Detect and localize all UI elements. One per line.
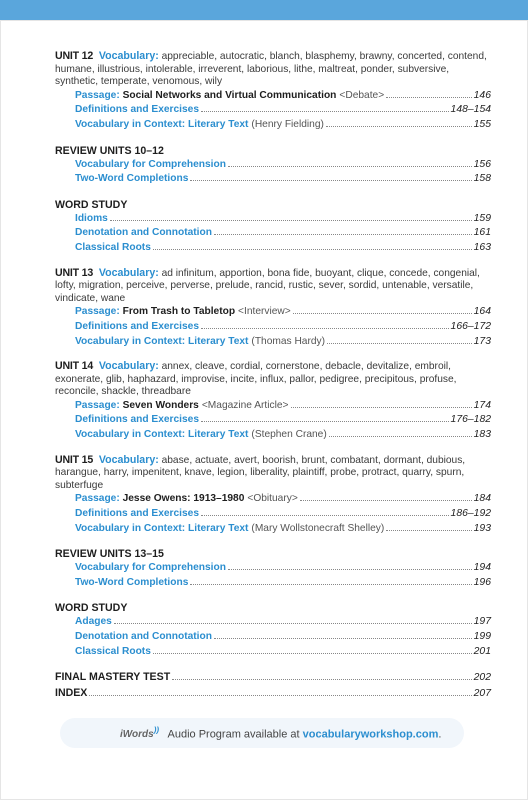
definitions-entry[interactable] [55,103,491,118]
page-number: 193 [473,522,491,534]
definitions-label: Definitions and Exercises [75,414,199,426]
page-number: 207 [473,687,491,699]
denotation-label: Denotation and Connotation [75,227,212,239]
comprehension-label: Vocabulary for Comprehension [75,562,226,574]
passage-title: From Trash to Tabletop [122,306,236,318]
dot-leader [190,180,471,181]
passage-title: Seven Wonders [122,399,199,411]
page-number: 197 [473,616,491,628]
dot-leader [214,638,472,639]
vocab-in-context-label: Vocabulary in Context: Literary Text [75,335,249,347]
comprehension-label: Vocabulary for Comprehension [75,158,226,170]
passage-title: Jesse Owens: 1913–1980 [122,493,245,505]
table-of-contents [55,50,491,701]
vocab-label: Vocabulary: [98,360,159,373]
unit-14-section [55,360,491,443]
vocab-word-list: ad infinitum, apportion, bona fide, buoyant, clique, concede, congenial, lofty, migration, perceive, perverse, prelude, rancid, rustic, sever, sordid, untenable, versatile, vindicate, wane [55,267,480,304]
dot-leader [114,623,472,624]
passage-entry[interactable] [55,89,491,104]
classical-roots-label: Classical Roots [75,645,151,657]
review-title: REVIEW UNITS 10–12 [55,144,164,157]
classical-roots-entry[interactable] [55,645,491,660]
vocab-in-context-entry[interactable] [55,522,491,537]
unit-13-vocab [55,267,491,306]
footer-message: Audio Program available at [167,728,300,741]
page-number: 183 [473,429,491,441]
comprehension-entry[interactable] [55,158,491,173]
word-study-1-section [55,198,491,256]
page-number: 176–182 [450,414,491,426]
classical-roots-label: Classical Roots [75,241,151,253]
passage-label: Passage: [75,399,120,411]
top-color-bar [0,0,528,20]
passage-type: <Magazine Article> [201,399,289,411]
page-number: 166–172 [450,320,491,332]
dot-leader [293,313,472,314]
dot-leader [300,500,472,501]
vocab-word-list: abase, actuate, avert, boorish, brunt, combatant, dormant, dubious, harangue, harry, impenitent, knave, legion, liberality, plaintiff, probe, protract, quarry, spurn, subterfuge [55,454,466,491]
page-number: 199 [473,631,491,642]
index-label: INDEX [55,686,88,699]
dot-leader [327,343,472,344]
dot-leader [153,249,472,250]
page-number: 164 [473,306,491,318]
unit-14-vocab [55,360,491,399]
word-study-title: WORD STUDY [55,198,128,211]
review-title: REVIEW UNITS 13–15 [55,548,164,561]
page-number: 173 [473,335,491,347]
denotation-entry[interactable] [55,630,491,645]
page-number: 155 [473,118,491,130]
page-number: 159 [473,212,491,224]
unit-14-label: UNIT 14 [55,360,94,373]
denotation-entry[interactable] [55,226,491,241]
classical-roots-entry[interactable] [55,241,491,256]
dot-leader [214,234,472,235]
author: (Mary Wollstonecraft Shelley) [251,522,385,534]
vocab-in-context-entry[interactable] [55,118,491,133]
two-word-label: Two-Word Completions [75,173,189,185]
word-study-title: WORD STUDY [55,602,128,615]
page-number: 174 [473,399,491,411]
page-number: 148–154 [450,104,491,116]
unit-12-vocab [55,50,491,89]
unit-15-vocab [55,454,491,493]
vocab-label: Vocabulary: [98,50,159,62]
dot-leader [201,111,449,112]
word-study-2-section [55,601,491,659]
passage-type: <Interview> [238,306,291,318]
page-number: 156 [473,158,491,170]
vocab-label: Vocabulary: [98,453,159,466]
page-number: 163 [473,241,491,253]
review-10-12-section [55,144,491,187]
dot-leader [201,328,449,329]
definitions-entry[interactable] [55,507,491,522]
adages-label: Adages [75,616,112,628]
passage-type: <Obituary> [247,493,298,505]
audio-wave-icon: )) [153,726,160,735]
two-word-entry[interactable] [55,576,491,591]
passage-title: Social Networks and Virtual Communication [122,89,337,101]
final-mastery-test-entry[interactable] [55,670,491,686]
idioms-entry[interactable] [55,212,491,227]
page-number: 201 [473,645,491,657]
vocab-in-context-entry[interactable] [55,335,491,350]
page-number: 194 [473,562,491,574]
vocab-in-context-label: Vocabulary in Context: Literary Text [75,118,249,130]
unit-12-label: UNIT 12 [55,50,94,62]
author: (Thomas Hardy) [251,335,326,347]
dot-leader [228,569,472,570]
unit-12-section [55,50,491,133]
dot-leader [201,515,449,516]
page-number: 158 [473,173,491,185]
vocab-in-context-label: Vocabulary in Context: Literary Text [75,429,249,441]
page-number: 186–192 [450,508,491,520]
page-number: 196 [473,576,491,588]
two-word-entry[interactable] [55,172,491,187]
dot-leader [190,584,471,585]
page-number: 184 [473,493,491,505]
vocab-in-context-label: Vocabulary in Context: Literary Text [75,522,249,534]
index-entry[interactable] [55,686,491,702]
vocab-in-context-entry[interactable] [55,428,491,443]
dot-leader [386,97,472,98]
unit-15-label: UNIT 15 [55,453,94,466]
comprehension-entry[interactable] [55,561,491,576]
passage-label: Passage: [75,306,120,318]
dot-leader [153,653,472,654]
page-number: 161 [473,227,491,239]
passage-label: Passage: [75,89,120,101]
unit-13-label: UNIT 13 [55,266,94,279]
dot-leader [110,220,472,221]
vocab-word-list: appreciable, autocratic, blanch, blasphemy, brawny, concerted, contend, humane, illustrious, intolerable, irreverent, laborious, lithe, maltreat, ponder, subversive, synthetic, temperate, venomous, wily [55,51,487,88]
unit-15-section [55,454,491,537]
passage-type: <Debate> [339,89,385,101]
final-mastery-test-label: FINAL MASTERY TEST [55,671,171,684]
footer-text [120,726,441,740]
dot-leader [228,166,472,167]
denotation-label: Denotation and Connotation [75,631,212,642]
vocab-label: Vocabulary: [98,266,159,279]
author: (Stephen Crane) [251,429,327,441]
dot-leader [201,421,449,422]
adages-entry[interactable] [55,615,491,630]
two-word-label: Two-Word Completions [75,576,189,588]
definitions-label: Definitions and Exercises [75,320,199,332]
dot-leader [172,679,471,680]
dot-leader [291,407,472,408]
footer-period: . [438,728,442,741]
passage-entry[interactable] [55,399,491,414]
page-number: 146 [473,89,491,101]
iwords-logo: iWords)) [120,726,160,741]
dot-leader [326,126,472,127]
idioms-label: Idioms [75,212,108,224]
dot-leader [89,695,471,696]
definitions-entry[interactable] [55,320,491,335]
passage-entry[interactable] [55,492,491,507]
definitions-label: Definitions and Exercises [75,508,199,520]
unit-13-section [55,267,491,350]
definitions-entry[interactable] [55,413,491,428]
dot-leader [386,530,471,531]
website-link[interactable]: vocabularyworkshop.com [302,728,439,741]
author: (Henry Fielding) [251,118,324,130]
vocab-word-list: annex, cleave, cordial, cornerstone, debacle, devitalize, embroil, exonerate, glib, haphazard, improvise, incite, influx, pallor, pedigree, precipitous, profuse, reconcile, shackle, threadbare [55,361,457,398]
passage-label: Passage: [75,493,120,505]
dot-leader [329,436,472,437]
passage-entry[interactable] [55,305,491,320]
review-13-15-section [55,547,491,590]
definitions-label: Definitions and Exercises [75,104,199,116]
page-number: 202 [473,672,491,684]
